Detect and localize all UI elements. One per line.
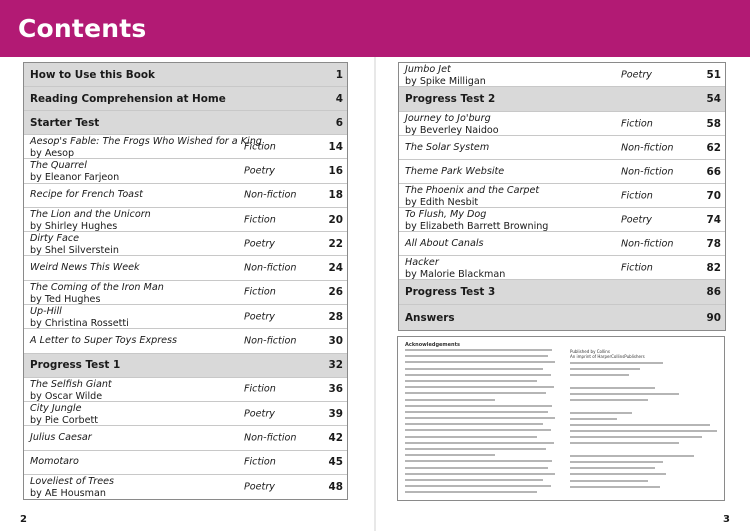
toc-section-row (24, 87, 347, 111)
toc-entry-row (24, 281, 347, 305)
entry-page-number: 90 (706, 311, 721, 324)
fine-print-line (405, 399, 495, 401)
fine-print-line (405, 411, 548, 413)
entry-title: The Selfish Giant (30, 378, 112, 390)
section-title: Starter Test (30, 116, 100, 129)
entry-title: The Lion and the Unicorn (30, 208, 151, 220)
publisher-info (570, 349, 725, 492)
entry-title: The Phoenix and the Carpet (405, 185, 540, 196)
toc-entry-row (24, 184, 347, 208)
section-title: Progress Test 1 (30, 359, 121, 372)
fine-print-line (570, 424, 710, 426)
entry-author: by Shirley Hughes (30, 220, 118, 232)
fine-print-line (570, 418, 617, 420)
toc-entry-row (24, 451, 347, 475)
fine-print-line (405, 485, 551, 487)
toc-entry-row (24, 232, 347, 256)
entry-page-number: 20 (328, 213, 343, 226)
entry-genre: Poetry (244, 408, 275, 420)
fine-print-line (570, 473, 666, 475)
fine-print-line (405, 355, 548, 357)
toc-section-row (24, 354, 347, 378)
fine-print-line (405, 429, 551, 431)
fine-print-line (570, 461, 663, 463)
entry-author: by Ted Hughes (30, 293, 101, 305)
toc-entry-row (24, 378, 347, 402)
entry-page-number: 6 (335, 116, 343, 129)
fine-print-line (570, 368, 640, 370)
entry-genre: Fiction (244, 456, 276, 468)
fine-print-line (405, 417, 555, 419)
toc-entry-row (24, 135, 347, 159)
fine-print-line (570, 387, 655, 389)
entry-page-number: 51 (706, 68, 721, 81)
entry-page-number: 1 (335, 68, 343, 81)
fine-print-line (570, 374, 629, 376)
toc-entry-row (24, 426, 347, 450)
entry-genre: Fiction (621, 190, 653, 201)
entry-page-number: 36 (328, 383, 343, 396)
entry-page-number: 30 (328, 335, 343, 348)
section-title: How to Use this Book (30, 68, 155, 81)
publisher-line: An imprint of HarperCollinsPublishers (570, 354, 645, 359)
entry-genre: Poetry (244, 165, 275, 177)
entry-page-number: 28 (328, 310, 343, 323)
entry-title: Hacker (405, 257, 439, 268)
entry-page-number: 74 (706, 213, 721, 226)
entry-author: by Shel Silverstein (30, 245, 119, 257)
toc-entry-row (399, 112, 725, 136)
entry-genre: Non-fiction (244, 432, 297, 444)
entry-genre: Non-fiction (621, 166, 674, 177)
entry-genre: Poetry (621, 69, 652, 80)
fine-print-line (405, 361, 555, 363)
entry-title: The Quarrel (30, 160, 87, 172)
entry-genre: Fiction (244, 214, 276, 226)
entry-title: Jumbo Jet (405, 64, 451, 75)
fine-print-line (570, 412, 632, 414)
toc-entry-row (399, 256, 725, 280)
toc-entry-row (399, 184, 725, 208)
fine-print-line (405, 374, 551, 376)
entry-author: by Christina Rossetti (30, 318, 129, 330)
entry-genre: Poetry (621, 214, 652, 225)
entry-author: by Edith Nesbit (405, 197, 479, 208)
toc-entry-row (24, 305, 347, 329)
toc-entry-row (399, 160, 725, 184)
fine-print-line (570, 393, 679, 395)
fine-print-line (405, 392, 546, 394)
entry-title: Loveliest of Trees (30, 475, 114, 487)
entry-author: by Pie Corbett (30, 414, 99, 426)
entry-title: Momotaro (30, 456, 79, 468)
section-title: Answers (405, 311, 455, 324)
entry-genre: Poetry (244, 481, 275, 493)
entry-page-number: 66 (706, 165, 721, 178)
fine-print-line (405, 454, 495, 456)
toc-section-row (399, 87, 725, 112)
publisher-details (570, 362, 725, 488)
toc-entry-row (24, 475, 347, 499)
entry-title: Weird News This Week (30, 262, 140, 274)
page-title: Contents (18, 14, 147, 43)
entry-author: by Oscar Wilde (30, 390, 103, 402)
entry-page-number: 26 (328, 286, 343, 299)
entry-genre: Fiction (244, 141, 276, 153)
entry-author: by Aesop (30, 148, 75, 159)
entry-page-number: 86 (706, 286, 721, 298)
entry-author: by AE Housman (30, 487, 106, 499)
entry-author: by Eleanor Farjeon (30, 172, 120, 184)
toc-entry-row (24, 329, 347, 353)
entry-page-number: 70 (706, 189, 721, 202)
entry-title: City Jungle (30, 402, 82, 414)
page-gutter (374, 57, 376, 531)
entry-genre: Fiction (621, 118, 653, 129)
entry-page-number: 58 (706, 117, 721, 130)
entry-title: Dirty Face (30, 233, 80, 245)
fine-print-line (405, 436, 537, 438)
entry-genre: Non-fiction (244, 262, 297, 274)
toc-entry-row (399, 208, 725, 232)
entry-author: by Malorie Blackman (405, 269, 506, 280)
toc-section-row (24, 63, 347, 87)
toc-table-left (23, 62, 348, 500)
toc-section-row (24, 111, 347, 135)
acknowledgements-box (397, 336, 725, 501)
entry-page-number: 82 (706, 261, 721, 274)
fine-print-line (405, 349, 552, 351)
toc-entry-row (399, 63, 725, 87)
fine-print-line (570, 480, 648, 482)
entry-page-number: 4 (335, 92, 343, 105)
entry-title: Journey to Jo'burg (405, 113, 491, 124)
fine-print-line (405, 448, 546, 450)
entry-author: by Elizabeth Barrett Browning (405, 221, 549, 232)
entry-genre: Non-fiction (244, 189, 297, 201)
fine-print-line (405, 405, 552, 407)
toc-section-row (399, 280, 725, 305)
toc-entry-row (24, 208, 347, 232)
toc-section-row (399, 305, 725, 330)
entry-genre: Fiction (244, 286, 276, 298)
fine-print-line (570, 467, 655, 469)
fine-print-line (405, 460, 552, 462)
entry-title: Up-Hill (30, 306, 62, 318)
entry-page-number: 39 (328, 407, 343, 420)
entry-page-number: 16 (328, 164, 343, 177)
entry-page-number: 24 (328, 262, 343, 275)
fine-print-line (570, 486, 660, 488)
toc-entry-row (24, 159, 347, 183)
entry-page-number: 48 (328, 481, 343, 493)
entry-genre: Fiction (244, 383, 276, 395)
entry-author: by Beverley Naidoo (405, 125, 499, 136)
fine-print-line (405, 386, 554, 388)
entry-page-number: 32 (328, 359, 343, 372)
fine-print-line (570, 436, 702, 438)
fine-print-line (570, 399, 648, 401)
entry-title: Aesop's Fable: The Frogs Who Wished for a King (30, 136, 262, 147)
fine-print-line (405, 442, 554, 444)
entry-author: by Spike Milligan (405, 76, 486, 87)
entry-genre: Poetry (244, 238, 275, 250)
toc-entry-row (24, 256, 347, 280)
section-title: Reading Comprehension at Home (30, 92, 226, 105)
entry-page-number: 62 (706, 141, 721, 154)
fine-print-line (570, 442, 679, 444)
page-number-left: 2 (20, 514, 27, 525)
fine-print-line (405, 467, 548, 469)
entry-page-number: 22 (328, 237, 343, 250)
fine-print-line (405, 473, 555, 475)
entry-title: The Coming of the Iron Man (30, 281, 164, 293)
entry-page-number: 45 (328, 456, 343, 469)
entry-genre: Non-fiction (621, 238, 674, 249)
fine-print-line (405, 423, 543, 425)
entry-page-number: 42 (328, 431, 343, 444)
entry-title: Theme Park Website (405, 165, 505, 177)
page-number-right: 3 (723, 514, 730, 525)
toc-entry-row (399, 136, 725, 160)
entry-genre: Non-fiction (621, 142, 674, 153)
section-title: Progress Test 3 (405, 286, 496, 298)
entry-genre: Non-fiction (244, 335, 297, 347)
fine-print-line (405, 368, 543, 370)
entry-title: All About Canals (405, 237, 484, 249)
entry-title: A Letter to Super Toys Express (30, 335, 178, 347)
entry-page-number: 18 (328, 189, 343, 202)
acknowledgements-text (405, 349, 555, 498)
entry-title: Julius Caesar (30, 431, 92, 443)
fine-print-line (405, 380, 537, 382)
entry-page-number: 14 (328, 140, 343, 153)
entry-title: To Flush, My Dog (405, 209, 487, 220)
publisher-line: Published by Collins (570, 349, 610, 354)
section-title: Progress Test 2 (405, 93, 496, 105)
fine-print-line (405, 479, 543, 481)
entry-page-number: 78 (706, 237, 721, 250)
contents-banner (0, 0, 750, 57)
fine-print-line (405, 491, 537, 493)
toc-entry-row (399, 232, 725, 256)
entry-genre: Poetry (244, 311, 275, 323)
toc-entry-row (24, 402, 347, 426)
entry-genre: Fiction (621, 262, 653, 273)
entry-page-number: 54 (706, 93, 721, 105)
entry-title: The Solar System (405, 141, 490, 153)
fine-print-line (570, 455, 694, 457)
fine-print-line (570, 362, 663, 364)
fine-print-line (570, 430, 717, 432)
entry-title: Recipe for French Toast (30, 189, 143, 201)
toc-table-right (398, 62, 726, 331)
acknowledgements-heading: Acknowledgements (405, 342, 460, 348)
